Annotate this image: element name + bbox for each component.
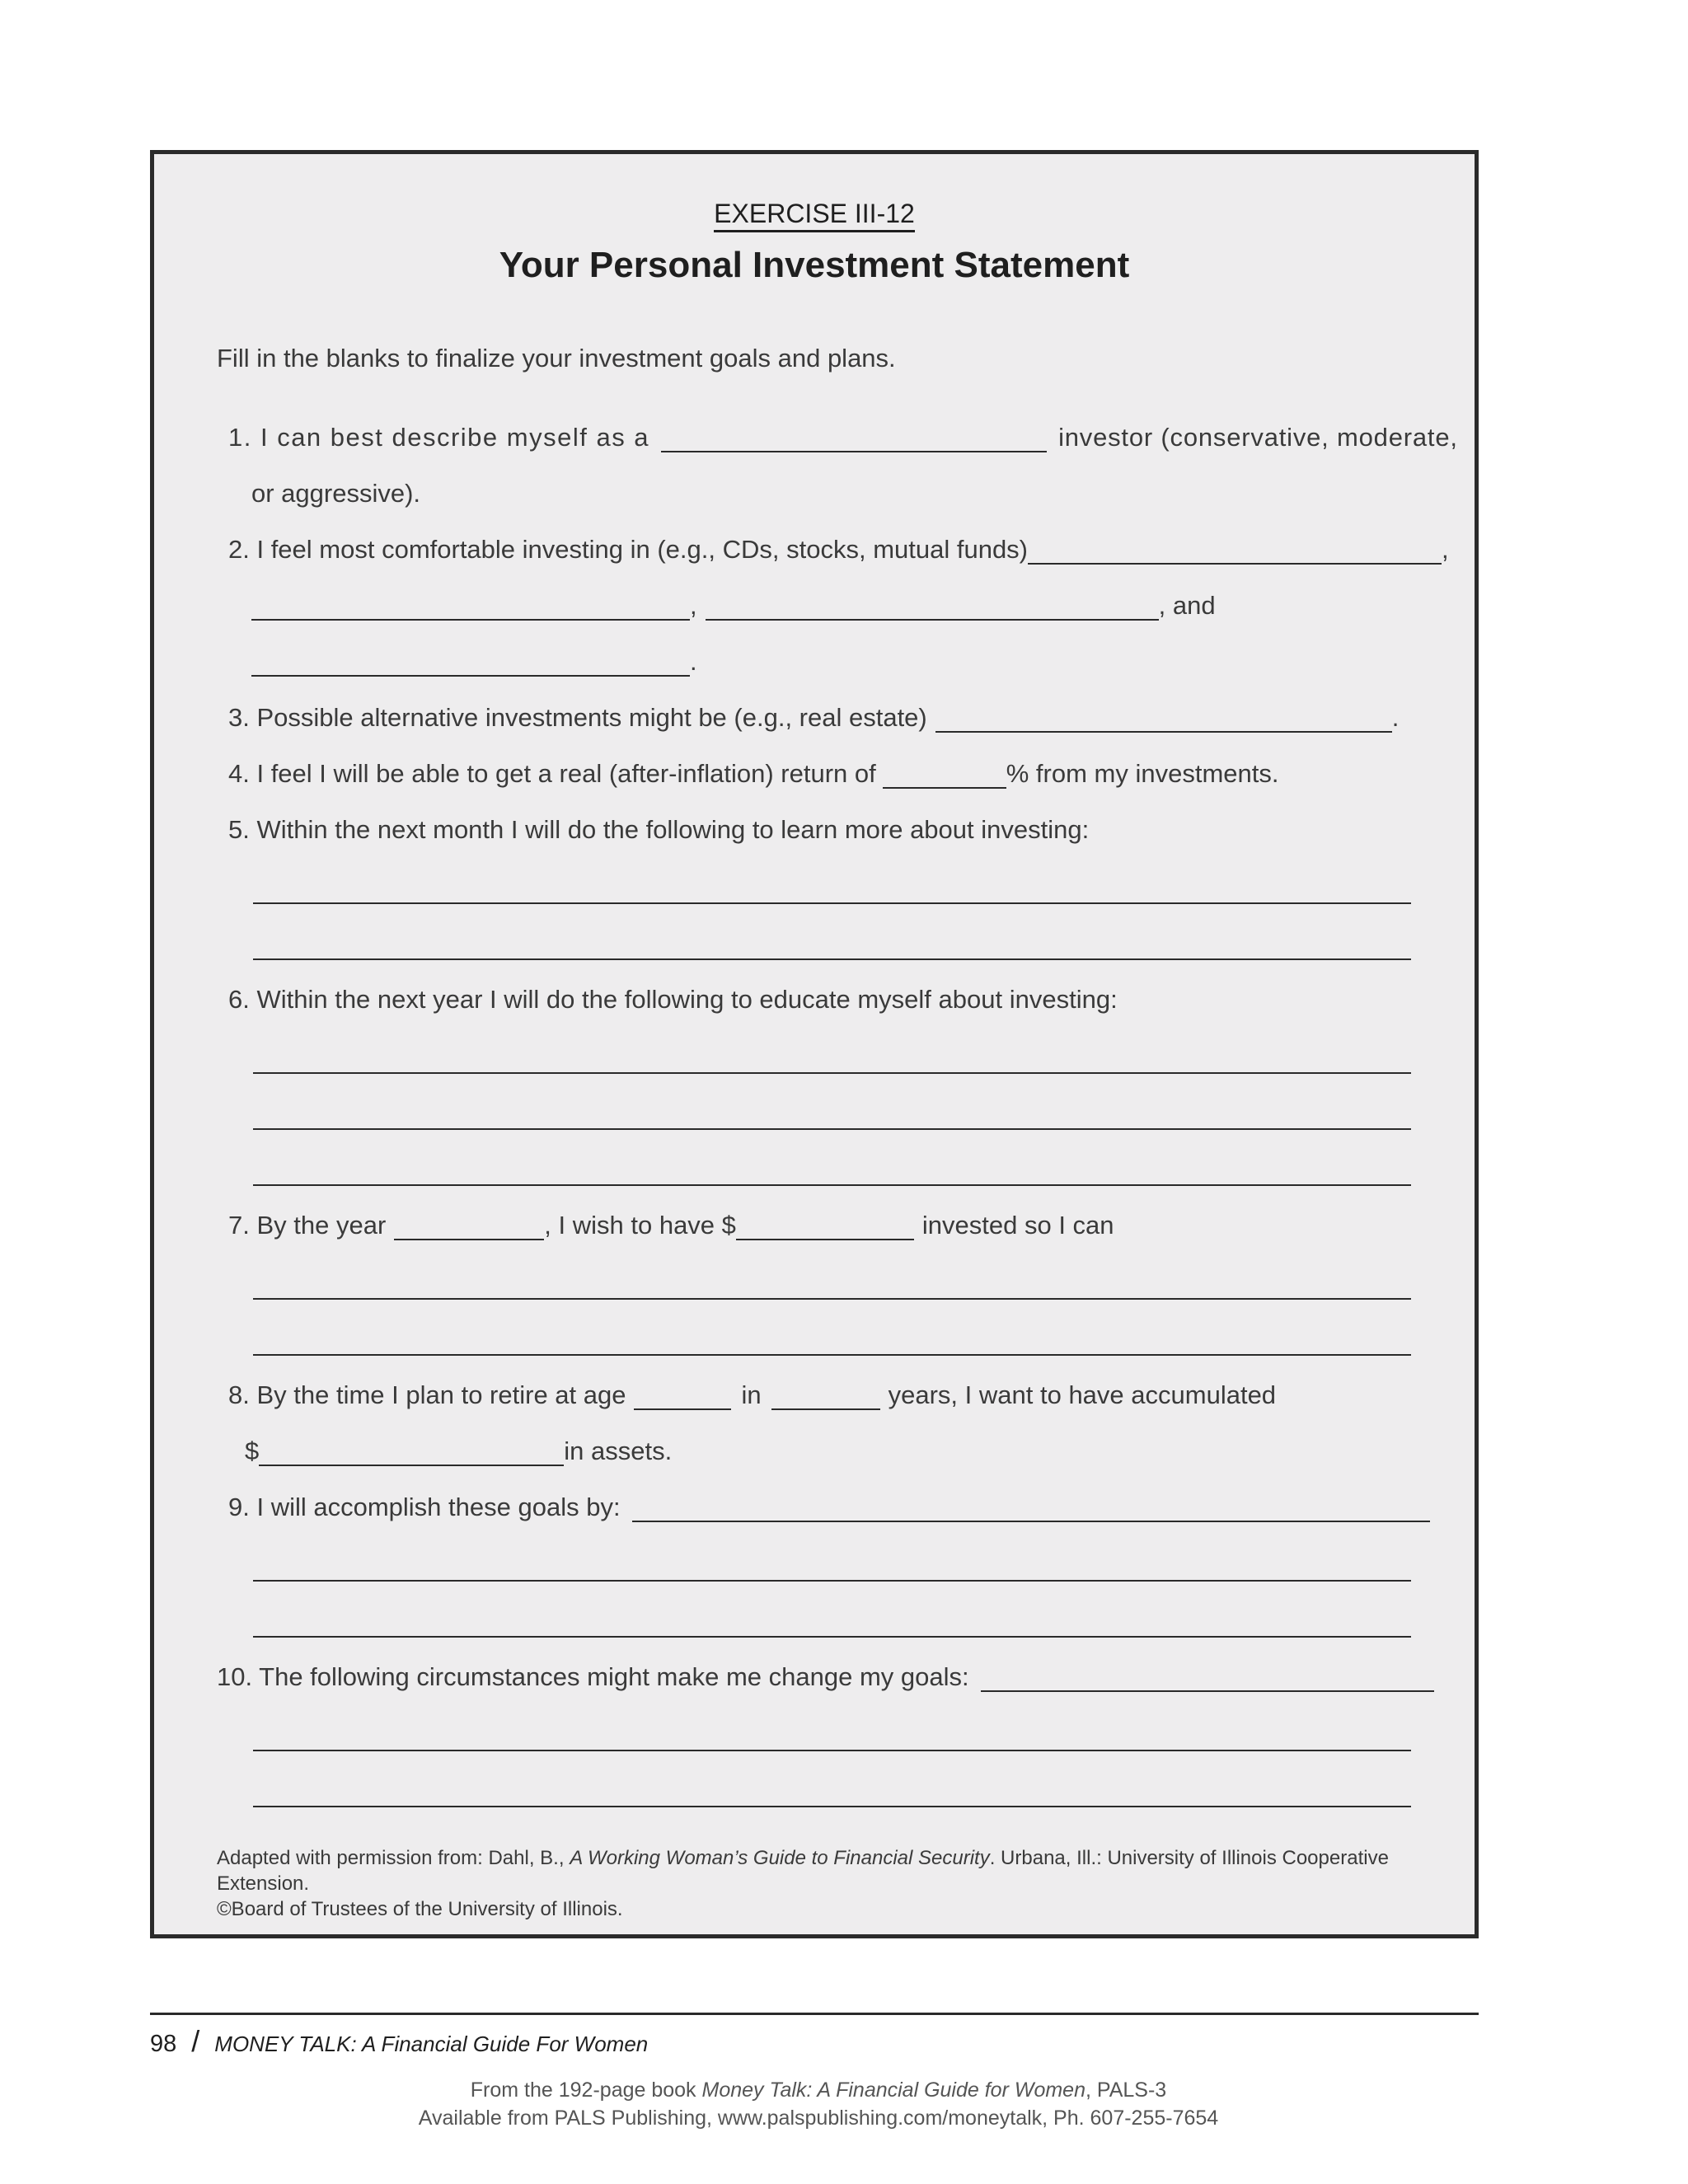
- question-2-cont-2: .: [251, 644, 697, 677]
- exercise-panel: [150, 150, 1479, 1938]
- question-8: 8. By the time I plan to retire at age in years, I want to have accumulated: [228, 1380, 1277, 1409]
- answer-line-7a[interactable]: [253, 1298, 1411, 1300]
- return-percent-blank[interactable]: [883, 762, 1006, 789]
- accomplish-goals-blank[interactable]: [632, 1496, 1430, 1522]
- investment-type-blank-1[interactable]: [1028, 538, 1442, 565]
- answer-line-6b[interactable]: [253, 1128, 1411, 1130]
- answer-line-6c[interactable]: [253, 1184, 1411, 1186]
- question-9: 9. I will accomplish these goals by:: [228, 1489, 1430, 1522]
- answer-line-7b[interactable]: [253, 1354, 1411, 1356]
- question-5: 5. Within the next month I will do the following to learn more about investing:: [228, 815, 1090, 844]
- exercise-title: Your Personal Investment Statement: [499, 245, 1130, 285]
- question-8-cont: $ in assets.: [245, 1436, 673, 1465]
- credit-note: Adapted with permission from: Dahl, B., A Working Woman’s Guide to Financial Security. Urbana, Ill.: University of Illinois Cooperative Extension. ©Board of Trustees of the University of Illinois.: [217, 1847, 1389, 1920]
- years-blank[interactable]: [771, 1384, 880, 1410]
- answer-line-6a[interactable]: [253, 1072, 1411, 1074]
- investment-type-blank-2[interactable]: [251, 594, 690, 621]
- question-4: 4. I feel I will be able to get a real (after-inflation) return of % from my investments.: [228, 759, 1279, 788]
- source-line-1: From the 192-page book Money Talk: A Financial Guide for Women, PALS-3: [470, 2079, 1167, 2102]
- accumulated-assets-blank[interactable]: [259, 1440, 564, 1466]
- credit-book-title: A Working Woman’s Guide to Financial Security: [570, 1847, 990, 1869]
- answer-line-5b[interactable]: [253, 958, 1411, 960]
- page-number: 98: [150, 2031, 177, 2057]
- exercise-label: EXERCISE III-12: [714, 199, 915, 232]
- target-year-blank[interactable]: [394, 1214, 544, 1240]
- answer-line-9b[interactable]: [253, 1636, 1411, 1638]
- investment-type-blank-3[interactable]: [706, 594, 1159, 621]
- question-1-cont: or aggressive).: [251, 479, 421, 508]
- footer-slash: /: [191, 2024, 200, 2058]
- question-1: 1. I can best describe myself as a investor (conservative, moderate,: [228, 423, 1458, 452]
- footer-book-title: MONEY TALK: A Financial Guide For Women: [214, 2032, 649, 2056]
- answer-line-5a[interactable]: [253, 902, 1411, 904]
- alternative-investments-blank[interactable]: [935, 706, 1392, 733]
- source-line-2: Available from PALS Publishing, www.palspublishing.com/moneytalk, Ph. 607-255-7654: [418, 2107, 1219, 2130]
- answer-line-10b[interactable]: [253, 1806, 1411, 1807]
- change-goals-blank[interactable]: [981, 1666, 1434, 1692]
- question-6: 6. Within the next year I will do the following to educate myself about investing:: [228, 985, 1118, 1014]
- page-footer: [150, 2024, 648, 2059]
- question-2-cont: , , and: [251, 588, 1216, 621]
- invested-amount-blank[interactable]: [736, 1214, 914, 1240]
- question-3: 3. Possible alternative investments might be (e.g., real estate) .: [228, 703, 1400, 732]
- answer-line-10a[interactable]: [253, 1750, 1411, 1751]
- question-7: 7. By the year , I wish to have $ invested so I can: [228, 1211, 1114, 1240]
- footer-rule: [150, 2013, 1479, 2015]
- intro-text: Fill in the blanks to finalize your investment goals and plans.: [217, 344, 896, 373]
- answer-line-9a[interactable]: [253, 1580, 1411, 1582]
- retire-age-blank[interactable]: [634, 1384, 731, 1410]
- question-10: 10. The following circumstances might make me change my goals:: [217, 1659, 1434, 1692]
- question-2: 2. I feel most comfortable investing in (e.g., CDs, stocks, mutual funds) ,: [228, 535, 1449, 564]
- investment-type-blank-4[interactable]: [251, 650, 690, 677]
- investor-type-blank[interactable]: [661, 426, 1047, 452]
